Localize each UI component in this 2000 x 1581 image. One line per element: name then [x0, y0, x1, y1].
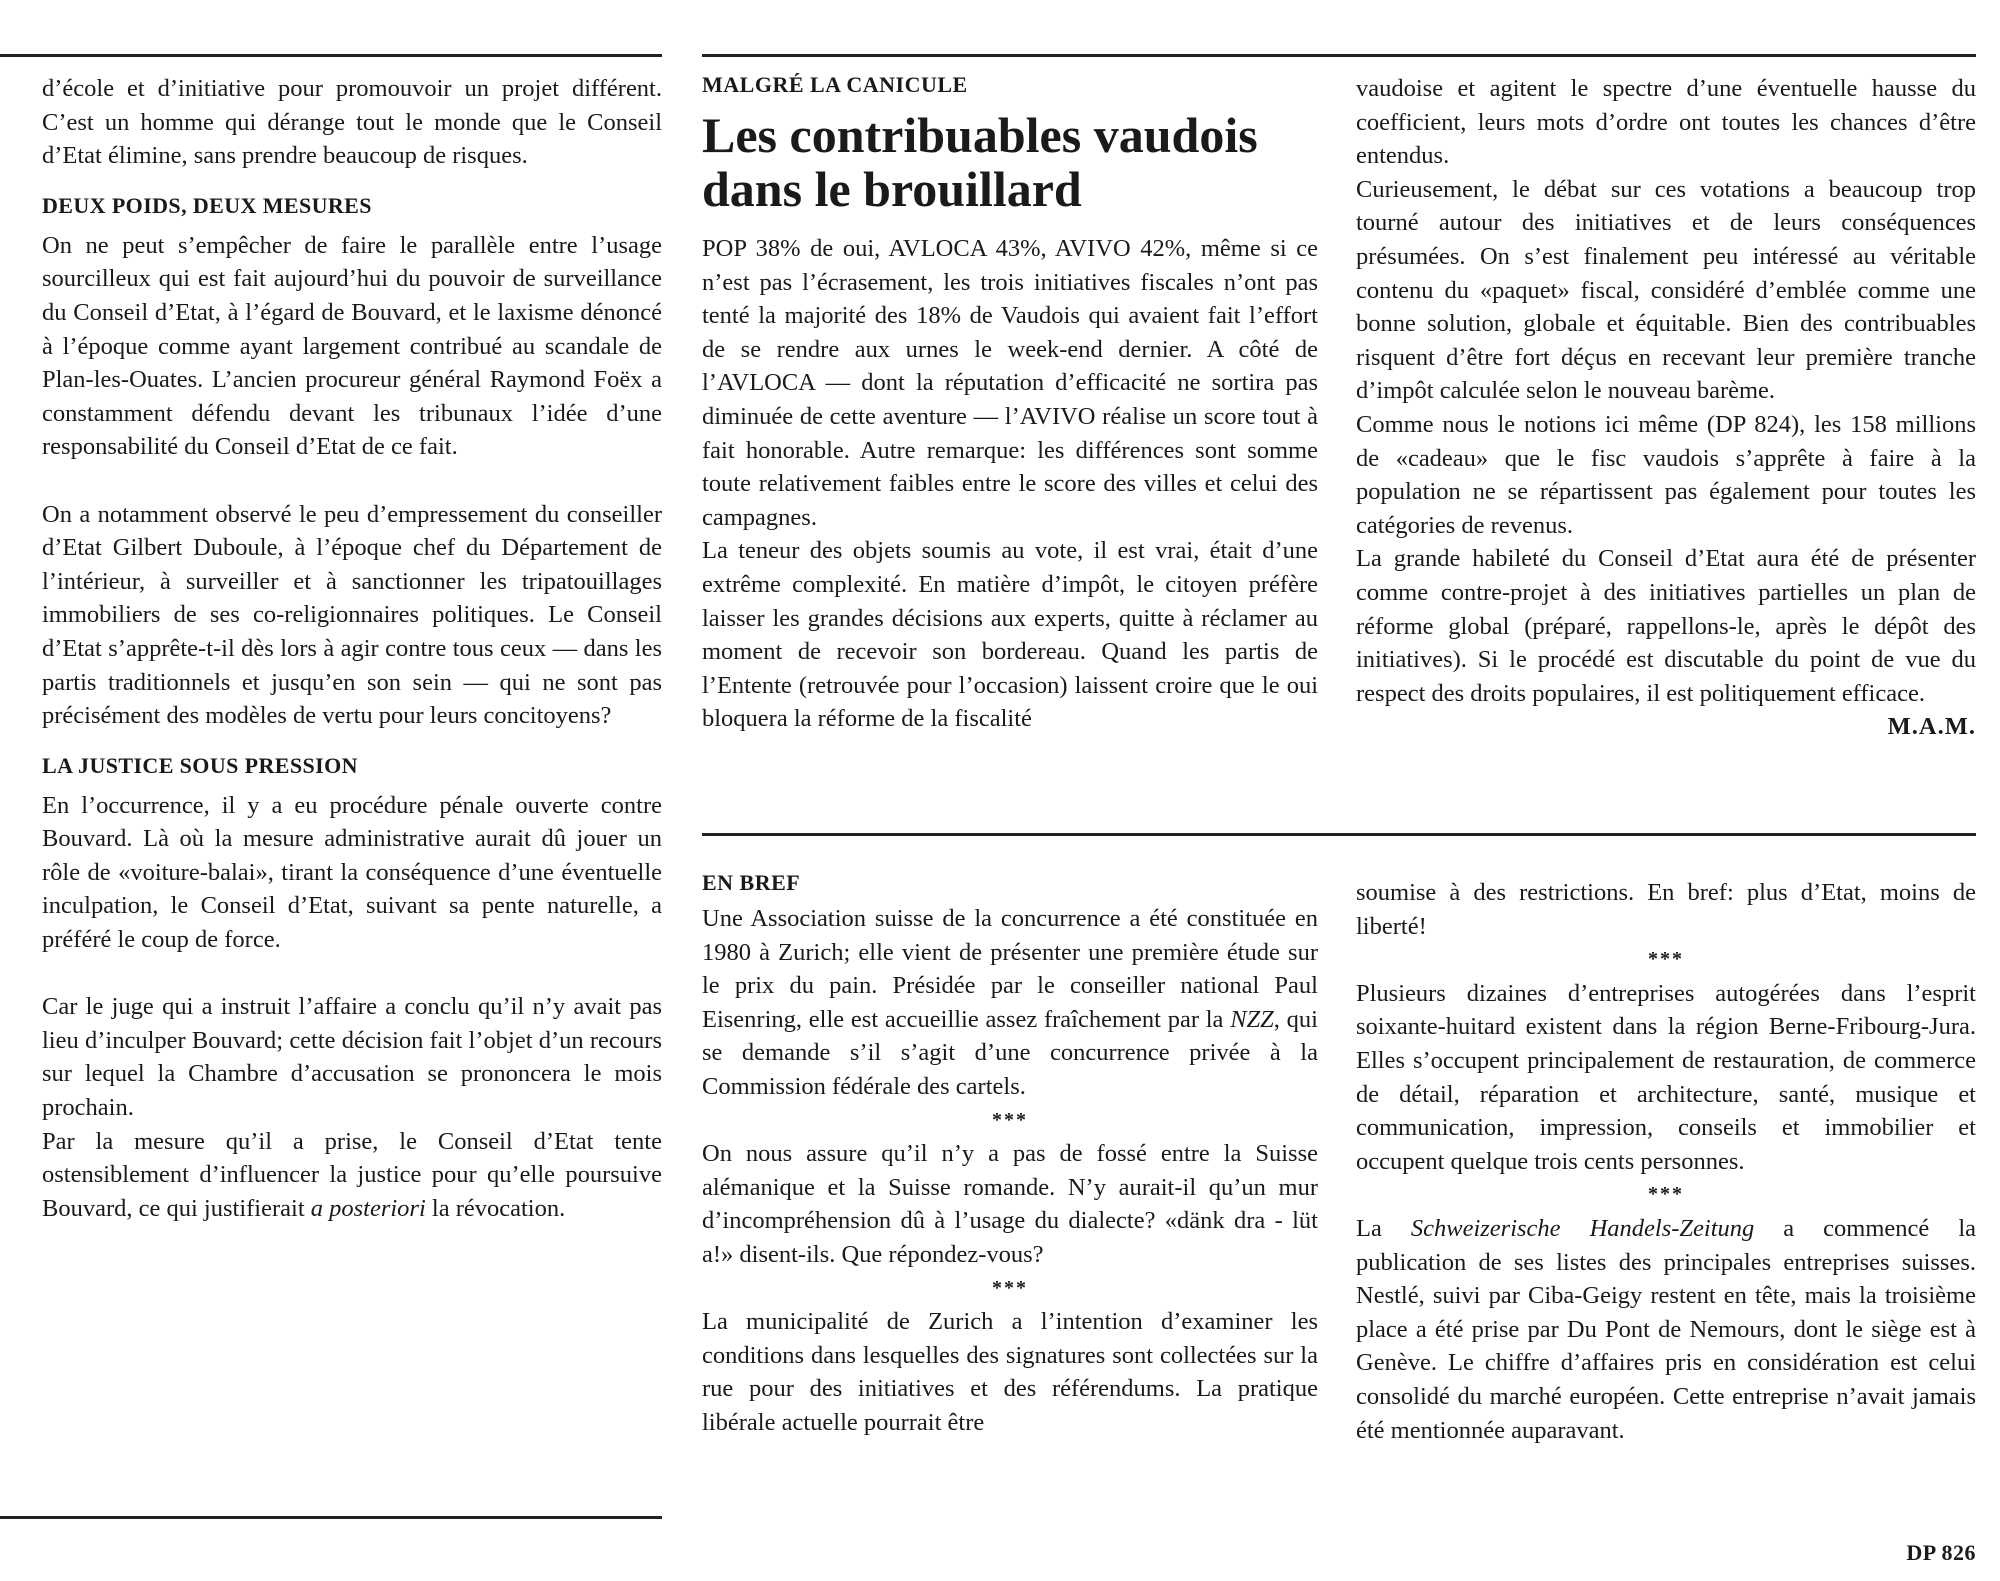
article-signature: M.A.M. — [1887, 713, 1976, 741]
article-headline: Les contribuables vaudois dans le brouillard — [702, 107, 1258, 217]
article-paragraph-1: POP 38% de oui, AVLOCA 43%, AVIVO 42%, même si ce n’est pas l’écrasement, les trois initiatives fiscales n’ont pas tenté la majorité des 18% de Vaudois qui avaient fait l’effort de se rendre aux urnes le week-end dernier. A côté de l’AVLOCA — dont la réputation d’efficacité ne sortira pas diminuée de cette aventure — l’AVIVO réalise un score tout à fait honorable. Autre remarque: les différences sont somme toute relativement faibles entre le score des villes et celui des campagnes. — [702, 235, 1318, 531]
bottom-rule-left — [0, 1516, 662, 1519]
left-paragraph-5: Car le juge qui a instruit l’affaire a conclu qu’il n’y avait pas lieu d’inculper Bouvard; cette décision fait l’objet d’un recours sur lequel la Chambre d’accusation se prononcera le mois prochain. — [42, 993, 662, 1122]
bref-separator: *** — [992, 1108, 1028, 1131]
article-paragraph-3: vaudoise et agitent le spectre d’une éventuelle hausse du coefficient, leurs mots d’ordre ont toutes les chances d’être entendus. — [1356, 75, 1976, 170]
bref-separator: *** — [1648, 1183, 1684, 1206]
emphasis-a-posteriori: a posteriori — [310, 1194, 426, 1222]
bref-title: EN BREF — [702, 870, 801, 895]
left-paragraph-4: En l’occurrence, il y a eu procédure pénale ouverte contre Bouvard. Là où la mesure administrative aurait dû jouer un rôle de «voiture-balai», tirant la conséquence d’une éventuelle inculpation, le Conseil d’Etat, suivant sa pente naturelle, a préféré le coup de force. — [42, 791, 662, 954]
article-paragraph-6: La grande habileté du Conseil d’Etat aura été de présenter comme contre-projet à des initiatives partielles un plan de réforme global (préparé, rappellons-le, après le dépôt des initiatives). Si le procédé est discutable du point de vue du respect des droits populaires, il est politiquement efficace. — [1356, 545, 1976, 707]
page-footer: DP 826 — [1906, 1540, 1976, 1565]
emphasis-handels-zeitung: Schweizerische Handels-Zeitung — [1410, 1214, 1755, 1242]
bref-item-5: La Schweizerische Handels-Zeitung a commencé la publication de ses listes des principales entreprises suisses. Nestlé, suivi par Ciba-Geigy restent en tête, mais la troisième place a été prise par Du Pont de Nemours, dont le siège est à Genève. Le chiffre d’affaires pris en considération est celui consolidé du marché européen. Cette entreprise n’avait jamais été mentionnée auparavant. — [1356, 1214, 1976, 1444]
bref-column-2 — [1356, 876, 1976, 1447]
section-heading-justice: LA JUSTICE SOUS PRESSION — [42, 752, 358, 778]
bref-separator: *** — [1648, 948, 1684, 971]
left-paragraph-2: On ne peut s’empêcher de faire le parallèle entre l’usage sourcilleux qui est fait aujourd’hui du pouvoir de surveillance du Conseil d’Etat, à l’égard de Bouvard, et le laxisme dénoncé à l’époque comme ayant largement contribué au scandale de Plan-les-Ouates. L’ancien procureur général Raymond Foëx a constamment défendu devant les tribunaux l’idée d’une responsabilité du Conseil d’Etat de ce fait. — [42, 231, 662, 461]
top-rule-right — [702, 54, 1976, 57]
emphasis-nzz: NZZ — [1230, 1005, 1274, 1033]
section-heading-deux-poids: DEUX POIDS, DEUX MESURES — [42, 192, 372, 218]
bref-item-3: La municipalité de Zurich a l’intention d’examiner les conditions dans lesquelles des signatures sont collectées sur la rue pour des initiatives et des référendums. La pratique libérale actuelle pourrait être — [702, 1308, 1318, 1436]
left-paragraph-3: On a notamment observé le peu d’empressement du conseiller d’Etat Gilbert Duboule, à l’époque chef du Département de l’intérieur, à surveiller et à sanctionner les tripatouillages immobiliers de ses co-religionnaires politiques. Le Conseil d’Etat s’apprête-t-il dès lors à agir contre tous ceux — dans les partis traditionnels et jusqu’en son sein — qui ne sont pas précisément des modèles de vertu pour leurs concitoyens? — [42, 500, 662, 730]
bref-separator: *** — [992, 1276, 1028, 1299]
left-column — [42, 72, 662, 1225]
article-paragraph-2: La teneur des objets soumis au vote, il est vrai, était d’une extrême complexité. En matière d’impôt, le citoyen préfère laisser les grandes décisions aux experts, quitte à réclamer au moment de recevoir son bordereau. Quand les partis de l’Entente (retrouvée pour l’occasion) laissent croire que le oui bloquera la réforme de la fiscalité — [702, 537, 1318, 733]
article-column-2 — [1356, 72, 1976, 744]
article-paragraph-4: Curieusement, le débat sur ces votations a beaucoup trop tourné autour des initiatives et de leurs conséquences présumées. On s’est finalement peu intéressé au véritable contenu du «paquet» fiscal, considéré d’emblée comme une bonne solution, globale et équitable. Bien des contribuables risquent d’être fort déçus en recevant leur première tranche d’impôt calculée selon le nouveau barème. — [1356, 175, 1976, 405]
left-paragraph-6: Par la mesure qu’il a prise, le Conseil d’Etat tente ostensiblement d’influencer la justice pour qu’elle poursuive Bouvard, ce qui justifierait a posteriori la révocation. — [42, 1127, 662, 1222]
bref-item-3-continued: soumise à des restrictions. En bref: plus d’Etat, moins de liberté! — [1356, 879, 1976, 940]
bref-item-2: On nous assure qu’il n’y a pas de fossé entre la Suisse alémanique et la Suisse romande. N’y aurait-il qu’un mur d’incompréhension dû à l’usage du dialecte? «dänk dra - lüt a!» disent-ils. Que répondez-vous? — [702, 1140, 1318, 1268]
article-paragraph-5: Comme nous le notions ici même (DP 824), les 158 millions de «cadeau» que le fisc vaudois s’apprête à faire à la population ne se répartissent pas également pour toutes les catégories de revenus. — [1356, 410, 1976, 539]
top-rule-left — [0, 54, 662, 57]
article-column-1 — [702, 70, 1318, 736]
left-paragraph-1: d’école et d’initiative pour promouvoir un projet différent. C’est un homme qui dérange tout le monde que le Conseil d’Etat élimine, sans prendre beaucoup de risques. — [42, 75, 662, 170]
bref-item-1: Une Association suisse de la concurrence a été constituée en 1980 à Zurich; elle vient de présenter une première étude sur le prix du pain. Présidée par le conseiller national Paul Eisenring, elle est accueillie assez fraîchement par la NZZ, qui se demande s’il s’agit d’une concurrence privée à la Commission fédérale des cartels. — [702, 905, 1318, 1100]
bref-column-1 — [702, 868, 1318, 1440]
section-divider-rule — [702, 833, 1976, 836]
bref-item-4: Plusieurs dizaines d’entreprises autogérées dans l’esprit soixante-huitard existent dans la région Berne-Fribourg-Jura. Elles s’occupent principalement de restauration, de commerce de détail, réparation et architecture, santé, musique et communication, impression, conseils et immobilier et occupent quelque trois cents personnes. — [1356, 979, 1976, 1175]
article-kicker: MALGRÉ LA CANICULE — [702, 72, 968, 97]
